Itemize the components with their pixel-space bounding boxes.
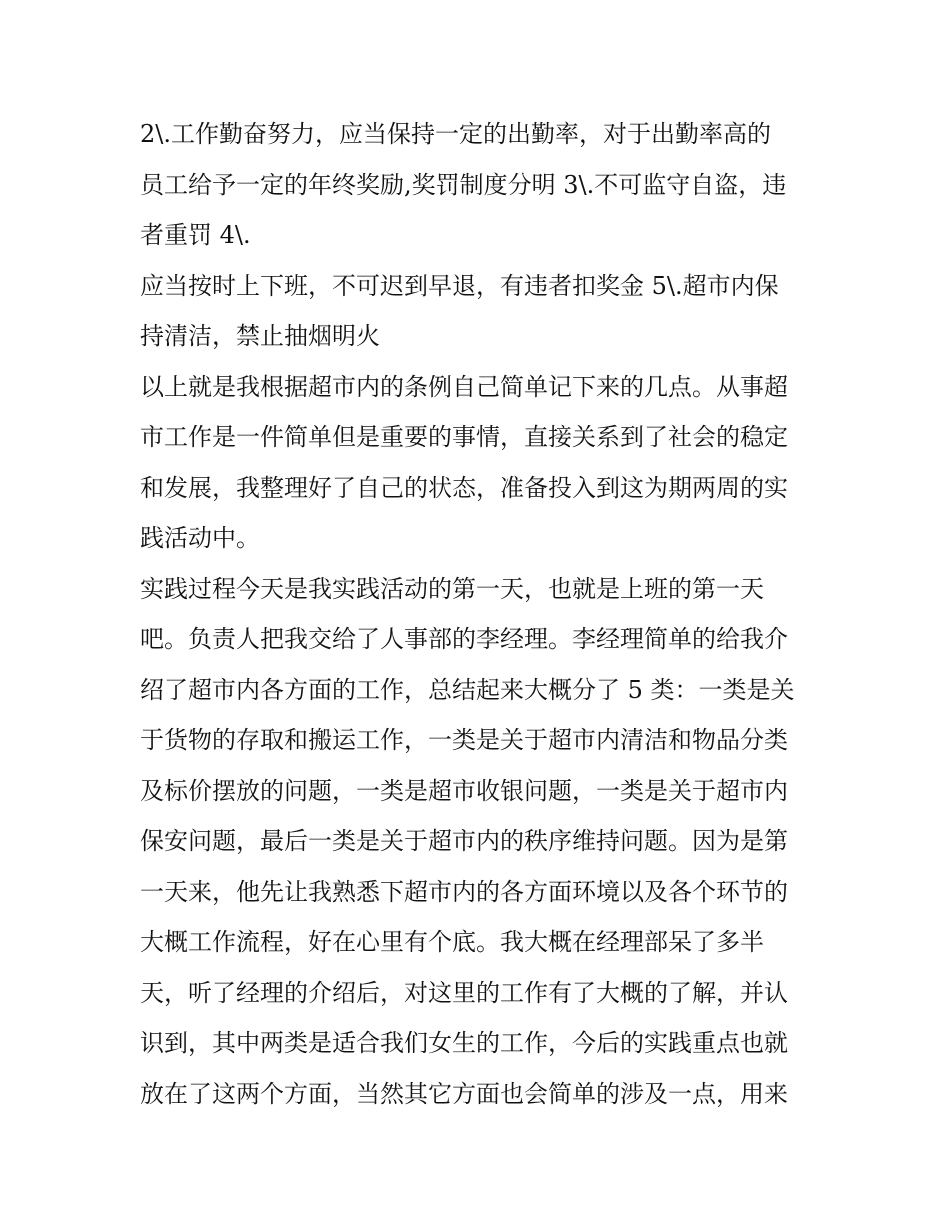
paragraph-summary: 以上就是我根据超市内的条例自己简单记下来的几点。从事超 市工作是一件简单但是重要的事情，直接关系到了社会的稳定 和发展，我整理好了自己的状态，准备投入到这为期两周的实 践活动中。 [140, 372, 788, 552]
document-body [140, 109, 820, 1119]
paragraph-practice-process: 实践过程今天是我实践活动的第一天，也就是上班的第一天 吧。负责人把我交给了人事部的李经理。李经理简单的给我介 绍了超市内各方面的工作，总结起来大概分了 5 类：一类是关 于货物的存取和搬运工作，一类是关于超市内清洁和物品分类 及标价摆放的问题，一类是超市收银问题，一类是关于超市内 保安问题，最后一类是关于超市内的秩序维持问题。因为是第 一天来，他先让我熟悉下超市内的各方面环境以及各个环节的 大概工作流程，好在心里有个底。我大概在经理部呆了多半 天，听了经理的介绍后，对这里的工作有了大概的了解，并认 识到，其中两类是适合我们女生的工作，今后的实践重点也就 放在了这两个方面，当然其它方面也会简单的涉及一点，用来 [140, 574, 795, 1108]
paragraph-rules-4-5: 应当按时上下班，不可迟到早退，有违者扣奖金 5\.超市内保 持清洁，禁止抽烟明火 [140, 271, 779, 350]
paragraph-rules-2-4: 2\.工作勤奋努力，应当保持一定的出勤率，对于出勤率高的 员工给予一定的年终奖励,奖罚制度分明 3\.不可监守自盗，违 者重罚 4\. [140, 120, 787, 249]
